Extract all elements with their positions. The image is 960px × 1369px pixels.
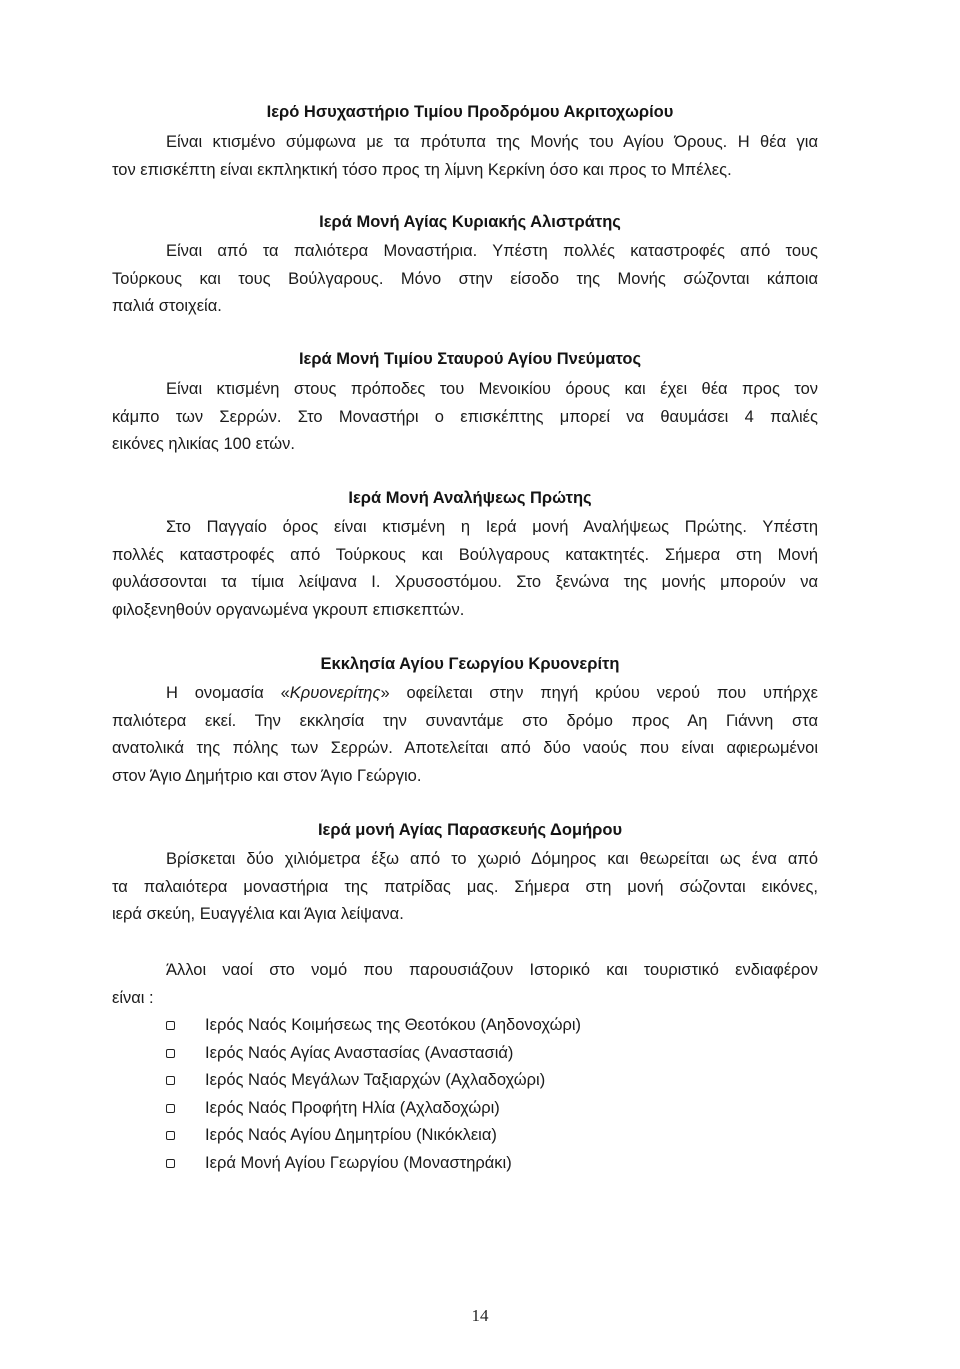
text-line: φιλοξενηθούν οργανωμένα γκρουπ επισκεπτών. (112, 600, 465, 619)
list-item (166, 1012, 581, 1040)
church-list (166, 1012, 581, 1177)
list-item-label: Ιερά Μονή Αγίου Γεωργίου (Μοναστηράκι) (205, 1153, 512, 1172)
checkbox-bullet-icon (166, 1104, 175, 1113)
list-item-label: Ιερός Ναός Κοιμήσεως της Θεοτόκου (Αηδονοχώρι) (205, 1016, 582, 1034)
checkbox-bullet-icon (166, 1159, 175, 1168)
list-item (166, 1040, 581, 1068)
text-line: Στο Παγγαίο όρος είναι κτισμένη η Ιερά μονή Αναλήψεως Πρώτης. Υπέστη (166, 518, 818, 536)
text-line: Η ονομασία «Κρυονερίτης» οφείλεται στην πηγή κρύου νερού που υπήρχε (166, 684, 818, 702)
section-title: Ιερά Μονή Αναλήψεως Πρώτης (348, 489, 592, 507)
checkbox-bullet-icon (166, 1131, 175, 1140)
page-number: 14 (471, 1306, 489, 1325)
text-line: φυλάσσονται τα τίμια λείψανα Ι. Χρυσοστόμου. Στο ξενώνα της μονής μπορούν να (112, 573, 818, 591)
text-line: Είναι κτισμένη στους πρόποδες του Μενοικίου όρους και έχει θέα προς τον (166, 380, 818, 398)
list-item (166, 1122, 581, 1150)
section-body (112, 129, 818, 184)
text-line: ανατολικά της πόλης των Σερρών. Αποτελείται από δύο ναούς που είναι αφιερωμένοι (112, 739, 818, 757)
text-line: Τούρκους και τους Βούλγαρους. Μόνο στην είσοδο της Μονής σώζονται κάποια (112, 269, 818, 288)
list-item (166, 1095, 581, 1123)
text-line: Είναι από τα παλιότερα Μοναστήρια. Υπέστη πολλές καταστροφές από τους (166, 242, 818, 260)
text-line: κάμπο των Σερρών. Στο Μοναστήρι ο επισκέπτης μπορεί να θαυμάσει 4 παλιές (112, 407, 818, 426)
section-body (112, 514, 818, 624)
section-title: Ιερά Μονή Αγίας Κυριακής Αλιστράτης (319, 213, 621, 231)
section-title: Ιερά Μονή Τιμίου Σταυρού Αγίου Πνεύματος (298, 350, 642, 368)
text-line: πολλές καταστροφές από Τούρκους και Βούλγαρους κατακτητές. Σήμερα στη Μονή (112, 545, 818, 564)
text-line: εικόνες ηλικίας 100 ετών. (112, 435, 295, 453)
section-title: Εκκλησία Αγίου Γεωργίου Κρυονερίτη (320, 655, 620, 673)
list-intro (112, 957, 818, 1012)
text-line: Βρίσκεται δύο χιλιόμετρα έξω από το χωριό Δόμηρος και θεωρείται ως ένα από (166, 850, 818, 868)
section-title: Ιερά μονή Αγίας Παρασκευής Δομήρου (317, 821, 623, 839)
checkbox-bullet-icon (166, 1076, 175, 1085)
list-item-label: Ιερός Ναός Αγίου Δημητρίου (Νικόκλεια) (205, 1126, 497, 1144)
text-line: στον Άγιο Δημήτριο και στον Άγιο Γεώργιο. (112, 766, 422, 785)
list-item-label: Ιερός Ναός Προφήτη Ηλία (Αχλαδοχώρι) (205, 1098, 500, 1117)
text-line: παλιότερα εκεί. Την εκκλησία την συναντάμε στο δρόμο προς Αη Γιάννη στα (112, 711, 818, 730)
checkbox-bullet-icon (166, 1021, 175, 1030)
list-item (166, 1067, 581, 1095)
section-body (112, 238, 818, 321)
text-line: είναι : (112, 988, 154, 1007)
text-line: ιερά σκεύη, Ευαγγέλια και Άγια λείψανα. (112, 905, 404, 923)
text-line: Είναι κτισμένο σύμφωνα με τα πρότυπα της Μονής του Αγίου Όρους. Η θέα για (166, 133, 818, 151)
list-item (166, 1150, 581, 1178)
section-body (112, 680, 818, 790)
list-item-label: Ιερός Ναός Μεγάλων Ταξιαρχών (Αχλαδοχώρι) (205, 1071, 546, 1089)
text-line: Άλλοι ναοί στο νομό που παρουσιάζουν Ιστορικό και τουριστικό ενδιαφέρον (166, 961, 818, 979)
section-body (112, 376, 818, 459)
checkbox-bullet-icon (166, 1049, 175, 1058)
text-line: τον επισκέπτη είναι εκπληκτική τόσο προς τη λίμνη Κερκίνη όσο και προς το Μπέλες. (112, 160, 732, 179)
section-body (112, 846, 818, 929)
text-line: παλιά στοιχεία. (112, 297, 222, 315)
text-line: τα παλαιότερα μοναστήρια της πατρίδας μας. Σήμερα στη μονή σώζονται εικόνες, (112, 877, 818, 896)
section-title: Ιερό Ησυχαστήριο Τιμίου Προδρόμου Ακριτοχωρίου (266, 103, 674, 121)
list-item-label: Ιερός Ναός Αγίας Αναστασίας (Αναστασιά) (205, 1043, 514, 1062)
